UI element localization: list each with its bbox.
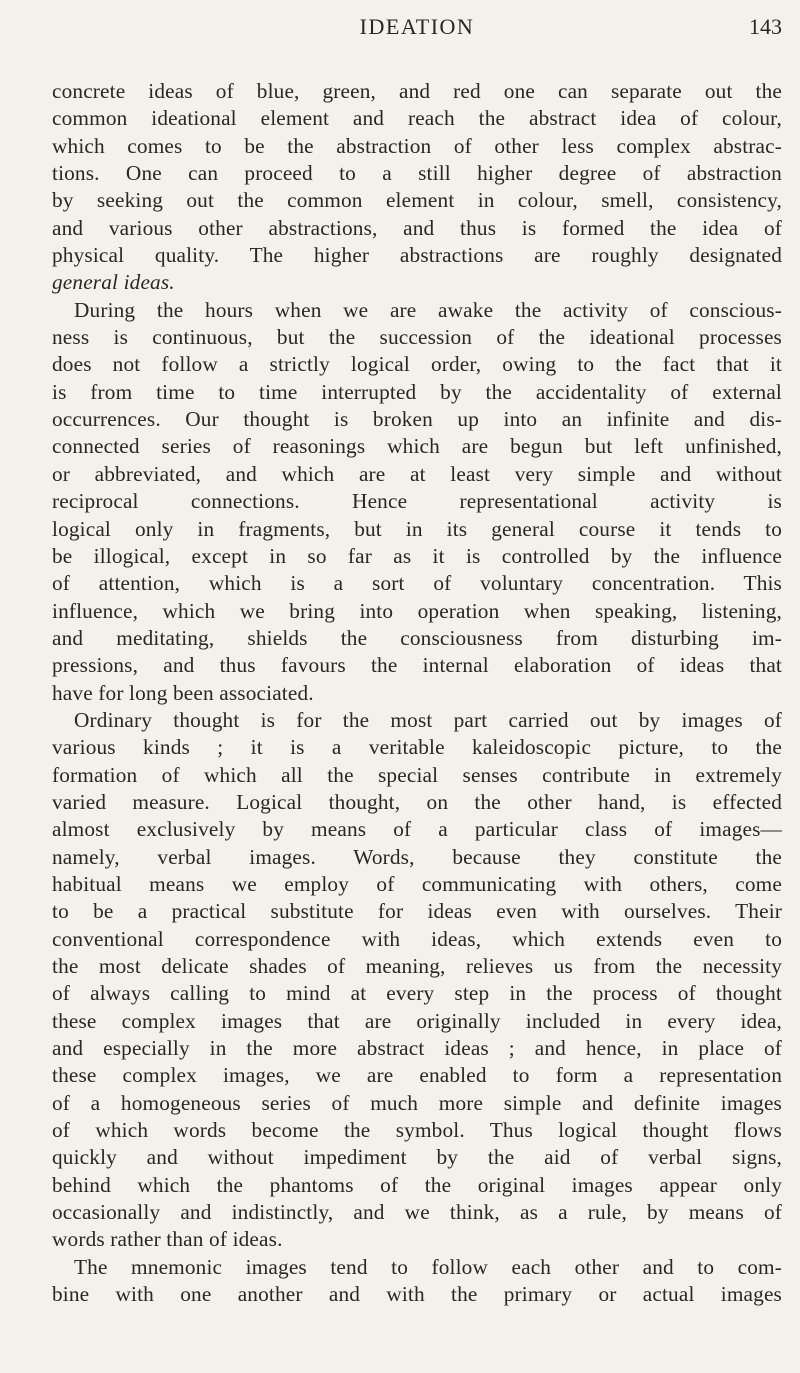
text-line: of always calling to mind at every step in the process of thought [52, 981, 782, 1006]
text-line: does not follow a strictly logical order, owing to the fact that it [52, 352, 782, 377]
text-line: by seeking out the common element in colour, smell, consistency, [52, 188, 782, 213]
text-line: words rather than of ideas. [52, 1227, 283, 1252]
text-line: During the hours when we are awake the activity of conscious- [74, 297, 782, 322]
text-line: varied measure. Logical thought, on the other hand, is effected [52, 789, 782, 814]
text-line: and various other abstractions, and thus is formed the idea of [52, 215, 782, 240]
text-line: formation of which all the special senses contribute in extremely [52, 762, 782, 787]
text-line: conventional correspondence with ideas, which extends even to [52, 926, 782, 951]
text-line: influence, which we bring into operation when speaking, listening, [52, 598, 782, 623]
text-line: and especially in the more abstract ideas ; and hence, in place of [52, 1036, 782, 1061]
text-line: of attention, which is a sort of voluntary concentration. This [52, 571, 782, 596]
text-line: common ideational element and reach the abstract idea of colour, [52, 106, 782, 131]
text-line: or abbreviated, and which are at least very simple and without [52, 461, 782, 486]
text-line-italic: general ideas. [52, 270, 175, 295]
paragraph-1 [52, 78, 782, 297]
text-line: almost exclusively by means of a particular class of images— [52, 817, 782, 842]
text-line: physical quality. The higher abstractions are roughly designated [52, 243, 782, 268]
paragraph-4 [52, 1254, 782, 1309]
text-line: Ordinary thought is for the most part carried out by images of [74, 707, 782, 732]
text-line: and meditating, shields the consciousness from disturbing im- [52, 625, 782, 650]
text-line: quickly and without impediment by the aid of verbal signs, [52, 1145, 782, 1170]
text-line: of which words become the symbol. Thus logical thought flows [52, 1118, 782, 1143]
text-line: logical only in fragments, but in its general course it tends to [52, 516, 782, 541]
body-text [52, 78, 782, 1308]
paragraph-2 [52, 297, 782, 707]
paragraph-3 [52, 707, 782, 1254]
text-line: The mnemonic images tend to follow each other and to com- [74, 1254, 782, 1279]
text-line: pressions, and thus favours the internal elaboration of ideas that [52, 653, 782, 678]
text-line: namely, verbal images. Words, because they constitute the [52, 844, 782, 869]
text-line: ness is continuous, but the succession of the ideational processes [52, 325, 782, 350]
text-line: the most delicate shades of meaning, relieves us from the necessity [52, 954, 782, 978]
text-line: occasionally and indistinctly, and we think, as a rule, by means of [52, 1200, 782, 1225]
text-line: tions. One can proceed to a still higher degree of abstraction [52, 161, 782, 186]
text-line: these complex images, we are enabled to form a representation [52, 1063, 782, 1088]
text-line: be illogical, except in so far as it is controlled by the influence [52, 543, 782, 568]
text-line: occurrences. Our thought is broken up into an infinite and dis- [52, 407, 782, 432]
text-line: connected series of reasonings which are begun but left unfinished, [52, 434, 782, 459]
text-line: to be a practical substitute for ideas even with ourselves. Their [52, 899, 782, 924]
text-line: concrete ideas of blue, green, and red one can separate out the [52, 79, 782, 103]
text-line: which comes to be the abstraction of other less complex abstrac- [52, 133, 782, 158]
text-line: various kinds ; it is a veritable kaleidoscopic picture, to the [52, 735, 782, 760]
text-line: have for long been associated. [52, 680, 314, 705]
running-title: IDEATION [359, 14, 475, 39]
page-header [52, 14, 782, 50]
text-line: behind which the phantoms of the original images appear only [52, 1172, 782, 1197]
text-line: reciprocal connections. Hence representational activity is [52, 489, 782, 514]
text-line: of a homogeneous series of much more simple and definite images [52, 1090, 782, 1115]
text-line: bine with one another and with the primary or actual images [52, 1282, 782, 1307]
page-number: 143 [749, 14, 782, 39]
text-line: these complex images that are originally included in every idea, [52, 1008, 782, 1033]
text-line: habitual means we employ of communicating with others, come [52, 871, 782, 896]
text-line: is from time to time interrupted by the accidentality of external [52, 379, 782, 404]
